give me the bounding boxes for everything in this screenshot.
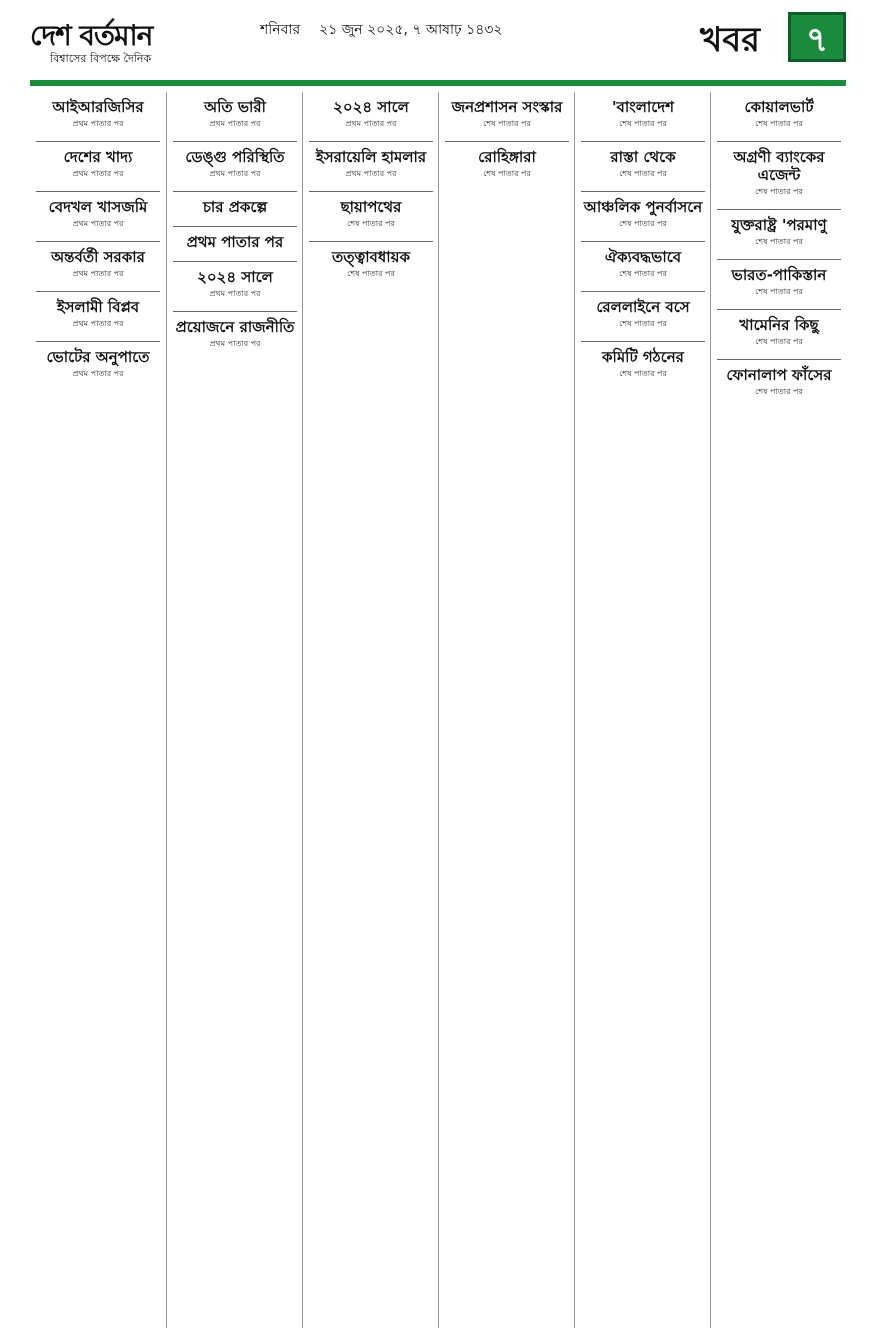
article-divider — [309, 191, 433, 192]
article-continued-from: শেষ পাতার পর — [755, 287, 803, 296]
article-headline: দেশের খাদ্য — [63, 148, 133, 166]
article-divider — [717, 359, 841, 360]
page-number-badge: ৭ — [788, 12, 846, 62]
article-continued-from: প্রথম পাতার পর — [345, 119, 397, 128]
article-headline: তত্ত্বাবধায়ক — [332, 248, 410, 266]
article-continued-from: প্রথম পাতার পর — [345, 169, 397, 178]
article — [575, 198, 711, 231]
article-divider — [717, 141, 841, 142]
article-continued-from: শেষ পাতার পর — [619, 269, 667, 278]
article-continued-from: শেষ পাতার পর — [755, 187, 803, 196]
article-headline: ঐক্যবদ্ধভাবে — [604, 248, 682, 266]
article-continued-from: শেষ পাতার পর — [619, 369, 667, 378]
article — [167, 148, 303, 181]
article-continued-from: শেষ পাতার পর — [755, 119, 803, 128]
article-continued-from: প্রথম পাতার পর — [72, 169, 124, 178]
article-headline: ২০২৪ সালে — [333, 98, 409, 116]
article-headline: অতি ভারী — [204, 98, 266, 116]
article-divider — [36, 241, 160, 242]
article-headline: যুক্তরাষ্ট্র 'পরমাণু — [731, 216, 827, 234]
article-headline: কমিটি গঠনের — [602, 348, 684, 366]
article-continued-from: প্রথম পাতার পর — [209, 119, 261, 128]
article-headline: অন্তর্বর্তী সরকার — [51, 248, 145, 266]
article-headline: ভোটের অনুপাতে — [46, 348, 150, 366]
article — [30, 148, 166, 181]
article-headline: জনপ্রশাসন সংস্কার — [451, 98, 563, 116]
article — [711, 366, 847, 399]
column-3 — [302, 92, 439, 1328]
article-divider — [173, 141, 297, 142]
article-continued-from: শেষ পাতার পর — [755, 387, 803, 396]
masthead-rule — [30, 80, 846, 86]
article — [303, 198, 439, 231]
article-headline: খামেনির কিছু — [739, 316, 819, 334]
article — [30, 98, 166, 131]
article-continued-from: শেষ পাতার পর — [483, 169, 531, 178]
article-headline: বেদখল খাসজমি — [48, 198, 148, 216]
article — [167, 318, 303, 351]
article — [167, 233, 303, 251]
article-continued-from: শেষ পাতার পর — [755, 237, 803, 246]
article-continued-from: প্রথম পাতার পর — [72, 269, 124, 278]
article-continued-from: প্রথম পাতার পর — [72, 369, 124, 378]
column-1 — [30, 92, 166, 1328]
article-headline: আইআরজিসির — [52, 98, 144, 116]
dateline — [260, 18, 503, 42]
article-continued-from: প্রথম পাতার পর — [209, 339, 261, 348]
article — [439, 148, 575, 181]
article-headline: 'বাংলাদেশ — [611, 98, 675, 116]
article-divider — [717, 259, 841, 260]
article — [303, 98, 439, 131]
article-headline: আঞ্চলিক পুনর্বাসনে — [583, 198, 703, 216]
day-label: শনিবার — [260, 22, 301, 38]
column-4 — [438, 92, 575, 1328]
article-continued-from: প্রথম পাতার পর — [72, 219, 124, 228]
article-divider — [173, 226, 297, 227]
article-divider — [36, 141, 160, 142]
article — [575, 98, 711, 131]
article-divider — [581, 241, 705, 242]
article-continued-from: শেষ পাতার পর — [755, 337, 803, 346]
article-headline: ২০২৪ সালে — [197, 268, 273, 286]
article-divider — [173, 191, 297, 192]
article — [575, 298, 711, 331]
article-divider — [581, 291, 705, 292]
article-continued-from: প্রথম পাতার পর — [209, 289, 261, 298]
article-divider — [36, 291, 160, 292]
article — [303, 148, 439, 181]
article — [439, 98, 575, 131]
article-divider — [581, 191, 705, 192]
article-headline: চার প্রকল্পে — [202, 198, 268, 216]
article-headline: ছায়াপথের — [340, 198, 402, 216]
article-headline: রেললাইনে বসে — [596, 298, 690, 316]
article-headline: ফোনালাপ ফাঁসের — [726, 366, 832, 384]
logo-text: দেশ বর্তমান — [30, 19, 153, 52]
article-headline: প্রথম পাতার পর — [186, 233, 284, 251]
article — [303, 248, 439, 281]
masthead — [0, 0, 870, 86]
article-divider — [309, 241, 433, 242]
article — [711, 148, 847, 199]
article-continued-from: প্রথম পাতার পর — [72, 319, 124, 328]
column-6 — [710, 92, 847, 1328]
article — [30, 298, 166, 331]
article-headline: ভারত-পাকিস্তান — [731, 266, 827, 284]
article-headline: ডেঙ্গু পরিস্থিতি — [185, 148, 285, 166]
article — [30, 248, 166, 281]
article-divider — [36, 191, 160, 192]
article-divider — [173, 311, 297, 312]
article — [711, 266, 847, 299]
article-headline: প্রয়োজনে রাজনীতি — [175, 318, 295, 336]
article-headline: রাস্তা থেকে — [610, 148, 676, 166]
article — [711, 98, 847, 131]
article-divider — [717, 309, 841, 310]
article — [575, 248, 711, 281]
article — [167, 268, 303, 301]
article-headline: অগ্রণী ব্যাংকের এজেন্ট — [733, 148, 825, 184]
article-divider — [717, 209, 841, 210]
article-headline: ইসলামী বিপ্লব — [56, 298, 140, 316]
article-divider — [581, 341, 705, 342]
article — [30, 348, 166, 381]
article-divider — [445, 141, 569, 142]
article — [167, 198, 303, 216]
article-continued-from: শেষ পাতার পর — [619, 219, 667, 228]
article-divider — [173, 261, 297, 262]
article-headline: রোহিঙ্গারা — [478, 148, 536, 166]
article-divider — [309, 141, 433, 142]
column-5 — [574, 92, 711, 1328]
article — [30, 198, 166, 231]
article-continued-from: শেষ পাতার পর — [347, 219, 395, 228]
article-continued-from: শেষ পাতার পর — [483, 119, 531, 128]
article — [711, 216, 847, 249]
article-headline: কোয়ালভার্ট — [744, 98, 814, 116]
article-headline: ইসরায়েলি হামলার — [315, 148, 427, 166]
date-label: ২১ জুন ২০২৫, ৭ আষাঢ় ১৪৩২ — [319, 22, 503, 38]
article — [711, 316, 847, 349]
tagline: বিশ্বাসের বিপক্ষে দৈনিক — [50, 52, 152, 65]
article — [575, 348, 711, 381]
article-continued-from: প্রথম পাতার পর — [209, 169, 261, 178]
article — [575, 148, 711, 181]
article-divider — [581, 141, 705, 142]
article-continued-from: শেষ পাতার পর — [619, 319, 667, 328]
article-columns — [30, 92, 846, 1328]
section-title: খবর — [700, 20, 760, 60]
article-divider — [36, 341, 160, 342]
article-continued-from: শেষ পাতার পর — [619, 169, 667, 178]
article-continued-from: শেষ পাতার পর — [347, 269, 395, 278]
article — [167, 98, 303, 131]
article-continued-from: শেষ পাতার পর — [619, 119, 667, 128]
article-continued-from: প্রথম পাতার পর — [72, 119, 124, 128]
column-2 — [166, 92, 303, 1328]
